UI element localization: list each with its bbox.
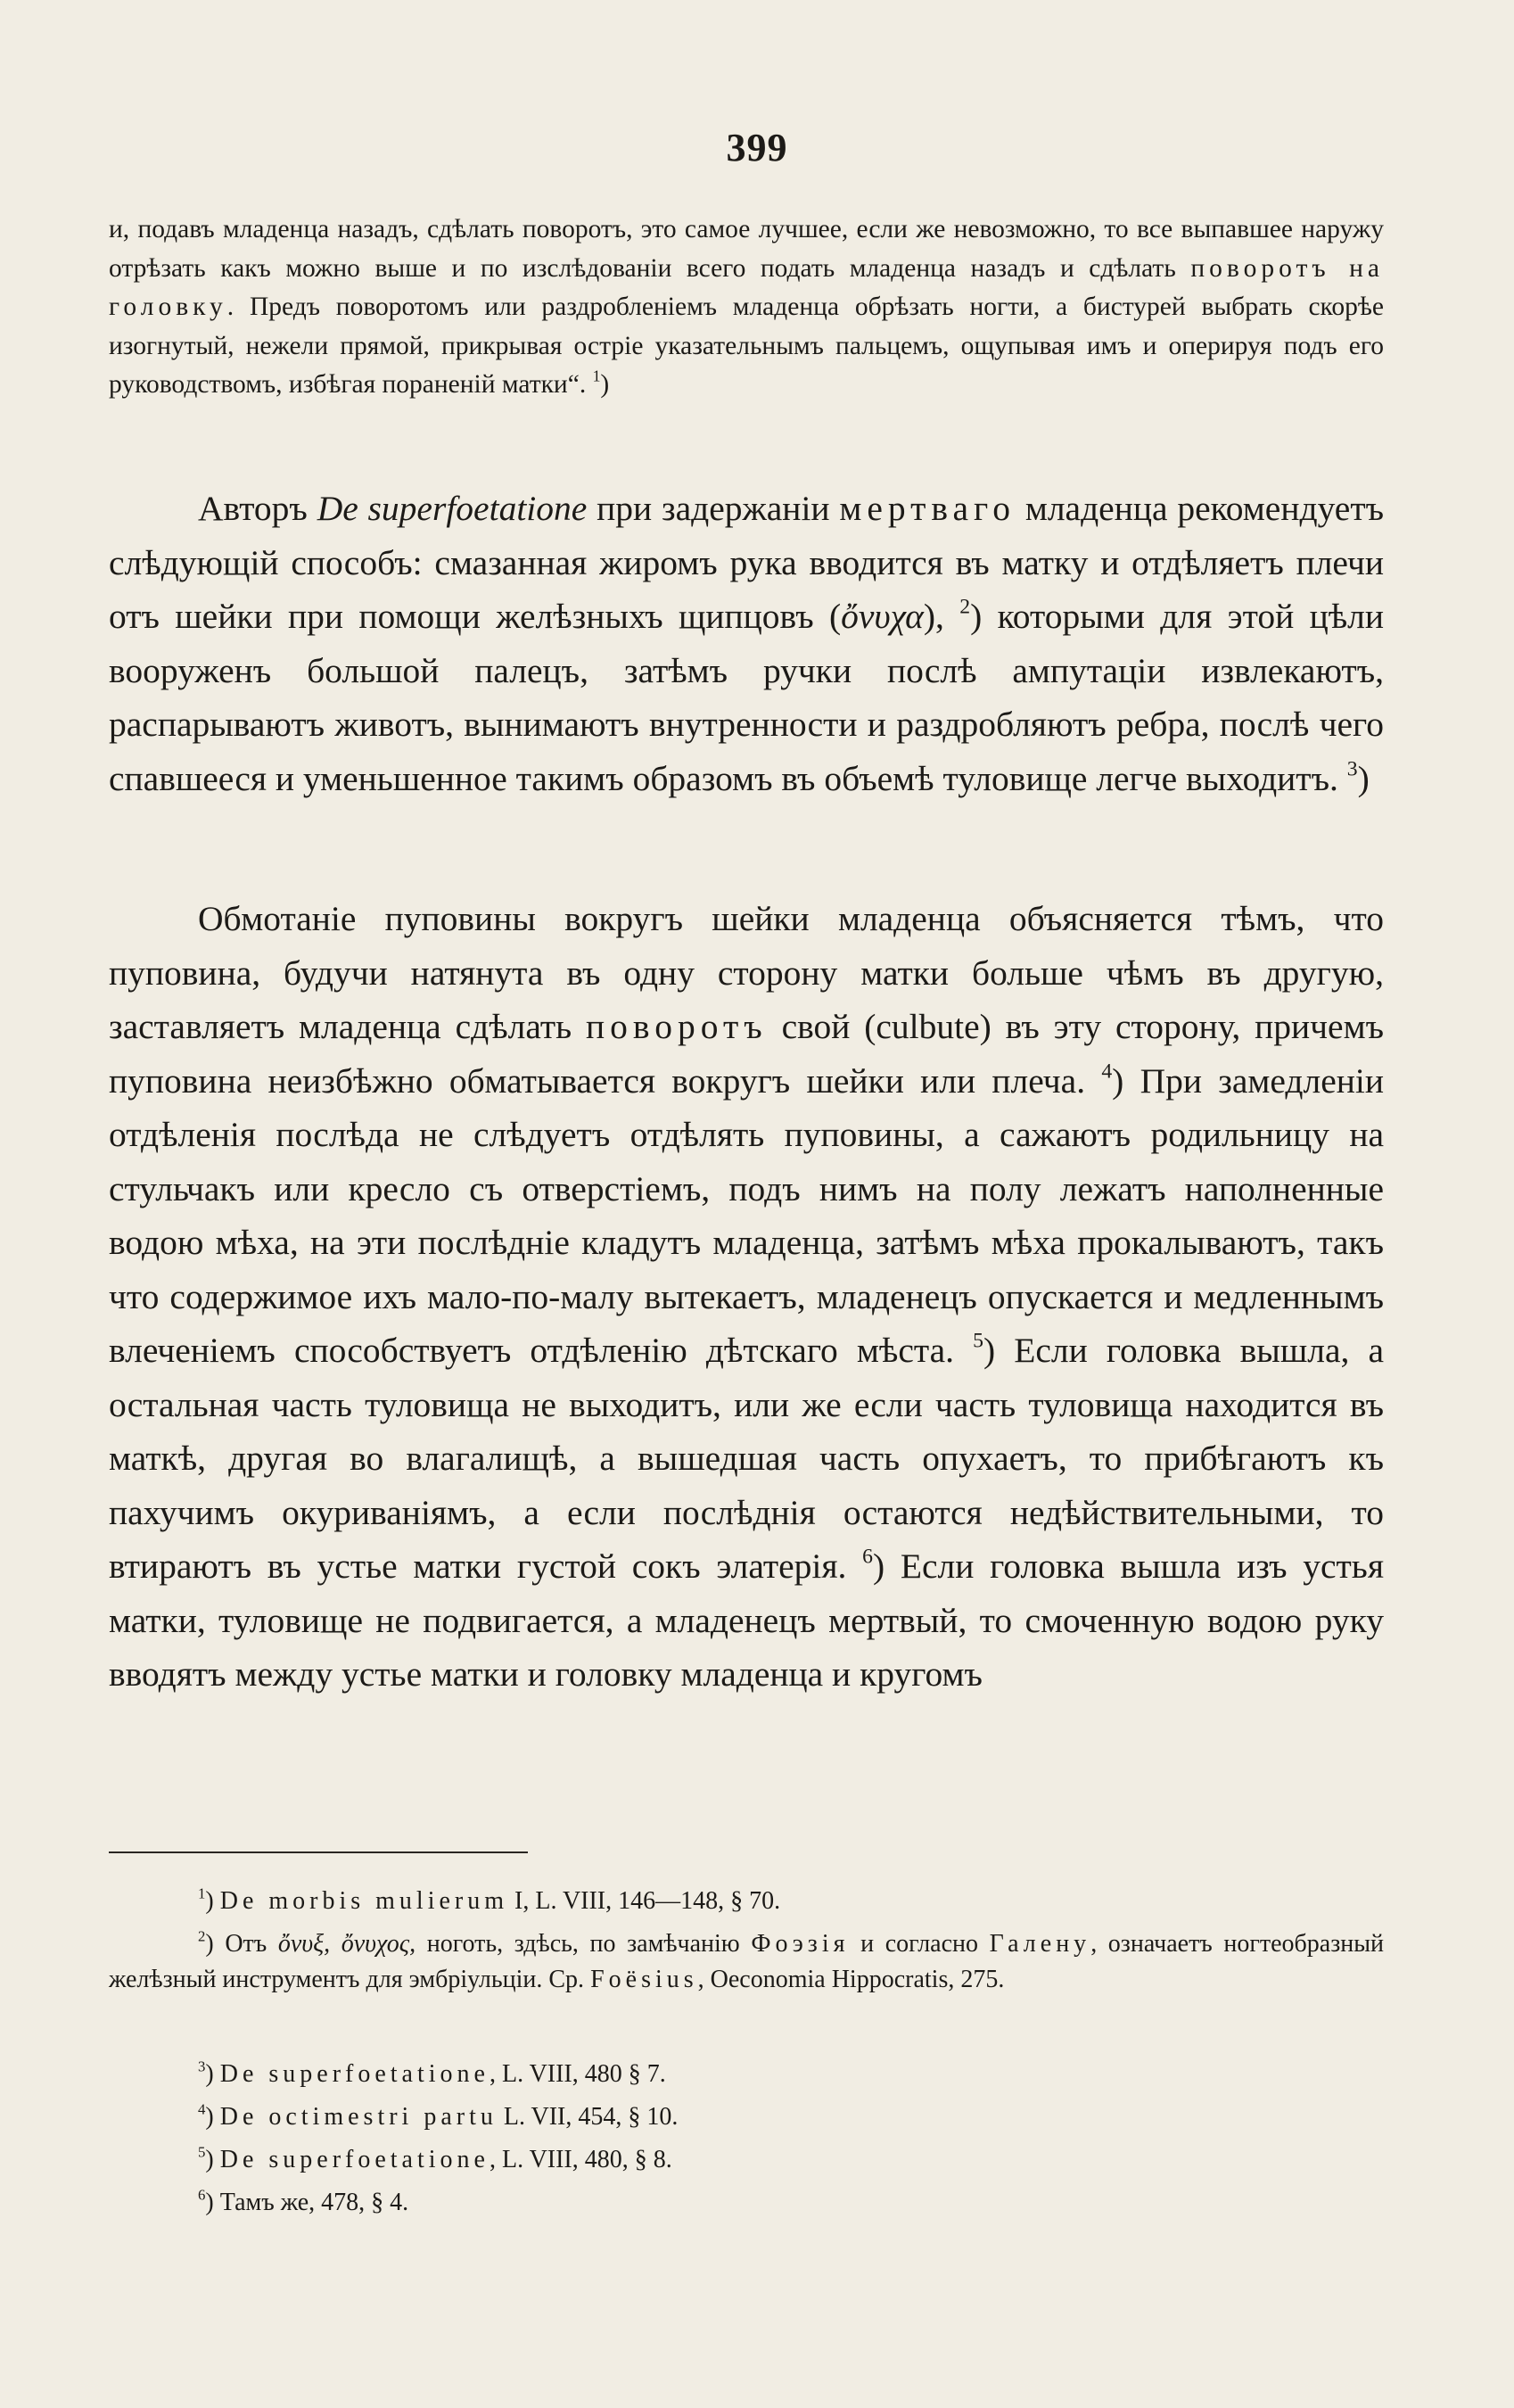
footnote-4-mark: 4 (198, 2100, 206, 2118)
p2-text-3: младенца рекомендуетъ слѣдующій способъ: смазанная жиромъ рука вводится въ матку и отдѣляетъ плечи отъ шейки при помощи желѣзныхъ щипцовъ ( (109, 489, 1385, 636)
footnote-2-spaced-2: Галену (989, 1930, 1091, 1958)
footnote-5-title: De superfoetatione (219, 2146, 490, 2173)
p3-text-3: ) При замедленіи отдѣленія послѣда не слѣдуетъ отдѣлять пуповины, а сажаютъ родильницу на стульчакъ или кресло съ отверстіемъ, подъ нимъ на полу лежатъ наполненные водою мѣха, на эти послѣдніе кладутъ младенца, затѣмъ мѣха прокалываютъ, такъ что содержимое ихъ мало-по-малу вытекаетъ, младенецъ опускается и медленнымъ влеченіемъ способствуетъ отдѣленію дѣтскаго мѣста. (109, 1060, 1384, 1370)
p2-greek-word: ὄνυχα (841, 597, 924, 636)
footnote-5-citation: , L. VIII, 480, § 8. (489, 2146, 672, 2173)
p2-text-4: ), (923, 597, 960, 636)
p3-text-5: ) Если головка вышла изъ устья матки, туловище не подвигается, а младенецъ мертвый, то смоченную водою руку вводятъ между устье матки и головку младенца и кругомъ (109, 1546, 1384, 1694)
p2-text-5: ) которыми для этой цѣли вооруженъ большой палецъ, затѣмъ ручки послѣ ампутаціи извлекаютъ, распарываютъ животъ, вынимаютъ внутренности и раздробляютъ ребра, послѣ чего спавшееся и уменьшенное такимъ образомъ въ объемѣ туловище легче выходитъ. (109, 597, 1385, 798)
footnote-6-mark: 6 (198, 2186, 206, 2204)
paragraph-de-superfoetatione (109, 482, 1384, 805)
footnote-3-mark: 3 (198, 2058, 206, 2075)
footnote-ref-3: 3 (1346, 756, 1358, 780)
p2-text-1: Авторъ (198, 489, 317, 528)
footnote-6-text: Тамъ же, 478, § 4. (219, 2189, 409, 2216)
footnote-2-mark: 2 (198, 1927, 206, 1945)
p3-text-4: ) Если головка вышла, а остальная часть туловища не выходитъ, или же если часть туловища находится въ маткѣ, другая во влагалищѣ, а вышедшая часть опухаетъ, то прибѣгаютъ къ пахучимъ окуриваніямъ, а если послѣднія остаются недѣйствительными, то втираютъ въ устье матки густой сокъ элатерія. (109, 1331, 1384, 1586)
quote-text-1: и, подавъ младенца назадъ, сдѣлать поворотъ, это самое лучшее, если же невозможно, то все выпавшее наружу отрѣзать какъ можно выше и по изслѣдованіи всего подать младенца назадъ и сдѣлать (109, 215, 1384, 283)
quote-text-2: . Предъ поворотомъ или раздробленіемъ младенца обрѣзать ногти, а бистурей выбрать скорѣе изогнутый, нежели прямой, прикрывая остріе указательнымъ пальцемъ, ощупывая имъ и оперируя подъ его руководствомъ, избѣгая пораненій матки“. (109, 293, 1384, 399)
footnote-ref-1-paren: ) (600, 370, 610, 399)
footnote-ref-1: 1 (592, 367, 601, 385)
footnote-2-greek: ὄνυξ, ὄνυχος, (277, 1930, 416, 1958)
footnote-4-citation: L. VII, 454, § 10. (497, 2103, 679, 2131)
footnote-5-mark: 5 (198, 2143, 206, 2161)
page-number: 399 (726, 126, 788, 169)
footnote-2-text-4: , означаетъ ногтеобразный желѣзный инструментъ для эмбріульціи. Ср. (109, 1930, 1385, 1993)
footnote-divider (109, 1851, 528, 1853)
p2-text-2: при задержаніи (587, 489, 840, 528)
footnote-2-text-3: и согласно (849, 1930, 990, 1958)
p3-text-1: Обмотаніе пуповины вокругъ шейки младенца объясняется тѣмъ, что пуповина, будучи натянута въ одну сторону матки больше чѣмъ въ другую, заставляетъ младенца сдѣлать (109, 899, 1384, 1046)
footnote-3-title: De superfoetatione (219, 2060, 490, 2088)
footnote-ref-2: 2 (959, 595, 971, 619)
footnote-2-text-1: Отъ (225, 1930, 278, 1958)
p2-italic-title: De superfoetatione (317, 489, 588, 528)
footnote-4-title: De octimestri partu (219, 2103, 498, 2131)
footnote-2-text-2: ноготь, здѣсь, по замѣчанію (416, 1930, 752, 1958)
footnote-1-mark: 1 (198, 1884, 206, 1902)
footnote-2-spaced-3: Foësius (590, 1966, 698, 1993)
footnote-ref-5: 5 (973, 1329, 983, 1353)
p2-text-6: ) (1357, 758, 1370, 798)
footnote-5: $^5$) De superfoetatione, L. VIII, 480, § 8. (198, 2143, 672, 2173)
p3-spaced-word: поворотъ (586, 1007, 768, 1046)
footnote-2-text-5: , Oeconomia Hippocratis, 275. (697, 1966, 1005, 1993)
footnote-3-citation: , L. VIII, 480 § 7. (489, 2060, 666, 2088)
footnote-ref-4: 4 (1101, 1059, 1113, 1083)
p3-text-2: свой (culbute) въ эту сторону, причемъ пуповина неизбѣжно обматывается вокругъ шейки или плеча. (109, 1007, 1384, 1101)
p2-spaced-word: мертваго (839, 489, 1016, 528)
footnote-2: $^2$) Отъ ὄνυξ, ὄνυχος, ноготь, здѣсь, по замѣчанію Фоэзія и согласно Галену, означаетъ ногтеобразный желѣзный инструментъ для эмбріульціи. Ср. Foësius, Oeconomia Hippocratis, 275. (109, 1927, 1385, 1993)
footnote-3: $^3$) De superfoetatione, L. VIII, 480 § 7. (198, 2058, 666, 2088)
footnote-2-spaced-1: Фоэзія (751, 1930, 850, 1958)
footnote-4: $^4$) De octimestri partu L. VII, 454, § 10. (198, 2100, 679, 2131)
quote-spaced-text: поворотъ на головку (109, 253, 1384, 321)
footnote-1-citation: I, L. VIII, 146—148, § 70. (508, 1887, 781, 1915)
paragraph-umbilical-cord (109, 892, 1384, 1702)
continued-quotation (109, 210, 1384, 405)
footnote-1-title: De morbis mulierum (219, 1887, 509, 1915)
footnote-6: $^6$) Тамъ же, 478, § 4. (198, 2186, 409, 2216)
footnote-1: $^1$) De morbis mulierum I, L. VIII, 146—148, § 70. (198, 1884, 781, 1915)
footnote-ref-6: 6 (862, 1545, 873, 1569)
